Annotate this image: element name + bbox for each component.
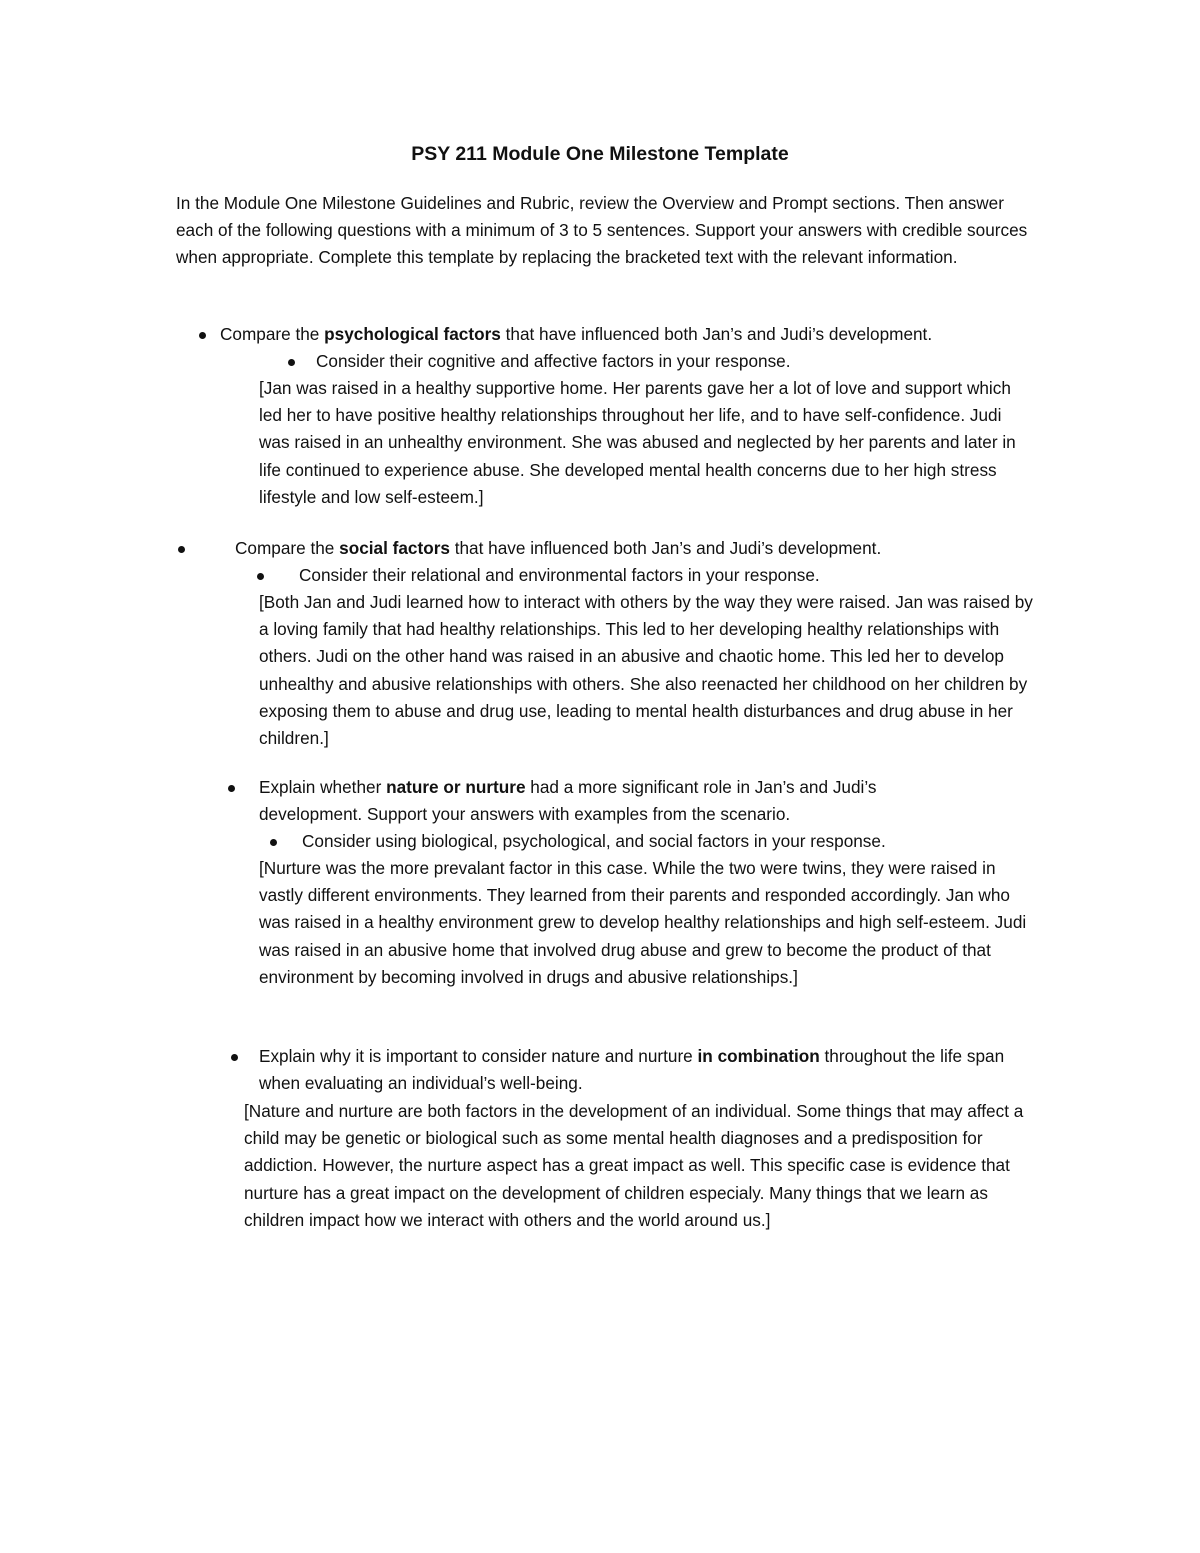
- bullet-icon: [178, 546, 185, 553]
- answer-in-combination: [Nature and nurture are both factors in the development of an individual. Some things that may affect a child may be genetic or biological such as some mental health diagnoses and a predisposition for addiction. However, the nurture aspect has a great impact as well. This specific case is evidence that nurture has a great impact on the development of children especialy. Many things that we learn as children impact how we interact with others and the world around us.]: [244, 1101, 1024, 1230]
- prompt-bold-text: psychological factors: [324, 324, 501, 344]
- prompt-text: Explain whether: [259, 777, 387, 797]
- prompt-text: that have influenced both Jan’s and Judi’s development.: [500, 324, 933, 344]
- prompt-psychological-factors: [220, 321, 1050, 348]
- prompt-text: Compare the: [220, 324, 325, 344]
- bullet-icon: [228, 785, 235, 792]
- bullet-icon: [257, 573, 264, 580]
- bullet-icon: [199, 332, 206, 339]
- bullet-icon: [270, 839, 277, 846]
- prompt-bold-text: in combination: [697, 1046, 820, 1066]
- prompt-text: Compare the: [235, 538, 340, 558]
- prompt-text: that have influenced both Jan’s and Judi’s development.: [449, 538, 882, 558]
- intro-paragraph: In the Module One Milestone Guidelines and Rubric, review the Overview and Prompt sections. Then answer each of the following questions with a minimum of 3 to 5 sentences. Support your answers with credible sources when appropriate. Complete this template by replacing the bracketed text with the relevant information.: [176, 193, 1028, 268]
- sub-prompt-relational-environmental: Consider their relational and environmental factors in your response.: [299, 565, 820, 585]
- prompt-bold-text: social factors: [339, 538, 450, 558]
- prompt-text: had a more significant role in Jan’s and Judi’s development. Support your answers with examples from the scenario.: [259, 777, 877, 825]
- document-title: PSY 211 Module One Milestone Template: [411, 143, 789, 165]
- answer-nature-or-nurture: [Nurture was the more prevalant factor in this case. While the two were twins, they were raised in vastly different environments. They learned from their parents and responded accordingly. Jan who was raised in a healthy environment grew to develop healthy relationships and high self-esteem. Judi was raised in an abusive home that involved drug abuse and grew to become the product of that environment by becoming involved in drugs and abusive relationships.]: [259, 858, 1027, 987]
- bullet-icon: [288, 359, 295, 366]
- sub-prompt-biological-psychological-social: Consider using biological, psychological, and social factors in your response.: [302, 831, 886, 851]
- prompt-text: Explain why it is important to consider nature and nurture: [259, 1046, 698, 1066]
- answer-psychological-factors: [Jan was raised in a healthy supportive home. Her parents gave her a lot of love and support which led her to have positive healthy relationships throughout her life, and to have self-confidence. Judi was raised in an unhealthy environment. She was abused and neglected by her parents and later in life continued to experience abuse. She developed mental health concerns due to her high stress lifestyle and low self-esteem.]: [259, 378, 1016, 507]
- prompt-text: throughout the life span when evaluating an individual’s well-being.: [259, 1046, 1005, 1094]
- prompt-nature-or-nurture: [259, 774, 984, 828]
- answer-social-factors: [Both Jan and Judi learned how to interact with others by the way they were raised. Jan was raised by a loving family that had healthy relationships. This led to her developing healthy relationships with others. Judi on the other hand was raised in an abusive and chaotic home. This led her to develop unhealthy and abusive relationships with others. She also reenacted her childhood on her children by exposing them to abuse and drug use, leading to mental health disturbances and drug abuse in her children.]: [259, 592, 1033, 749]
- prompt-social-factors: [235, 535, 1055, 562]
- sub-prompt-cognitive-affective: Consider their cognitive and affective factors in your response.: [316, 351, 791, 371]
- prompt-bold-text: nature or nurture: [386, 777, 526, 797]
- bullet-icon: [231, 1054, 238, 1061]
- prompt-in-combination: [259, 1043, 1034, 1097]
